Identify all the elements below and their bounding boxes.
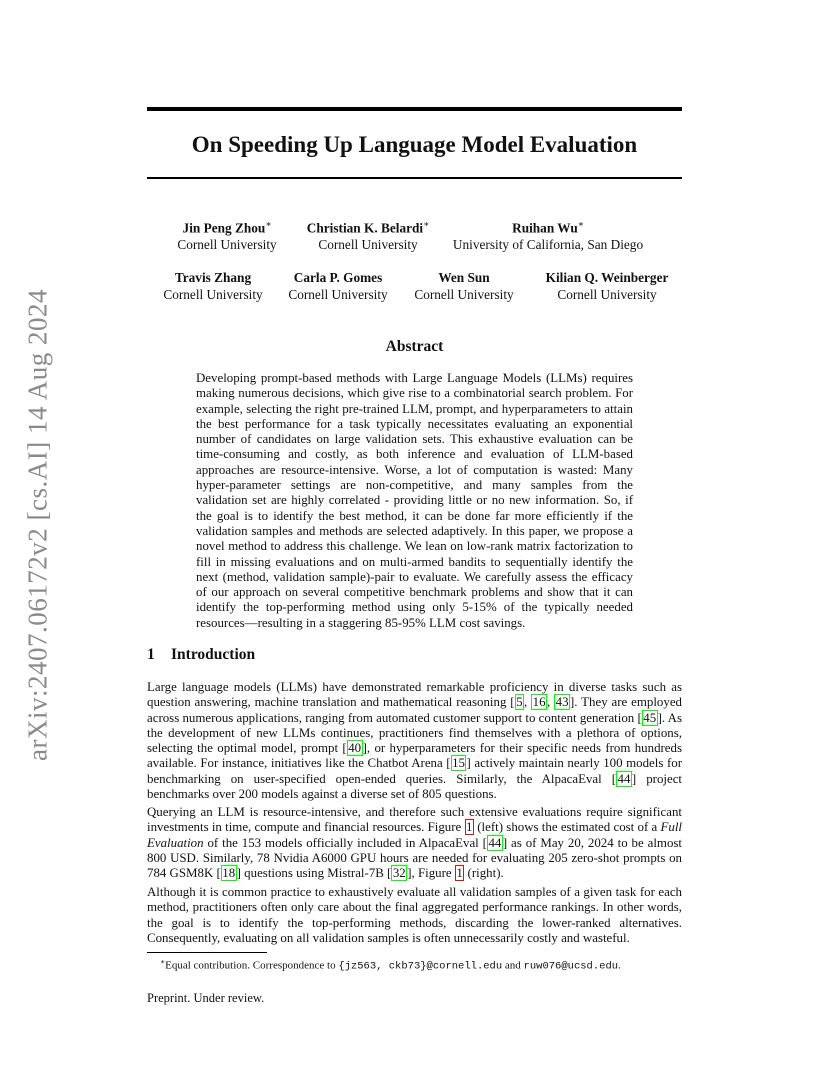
preprint-note: Preprint. Under review.: [147, 991, 265, 1005]
citation-link[interactable]: 40: [348, 741, 362, 756]
author-affiliation: Cornell University: [163, 287, 263, 302]
figure-link[interactable]: 1: [456, 866, 463, 881]
author-affiliation: Cornell University: [288, 287, 388, 302]
citation-link[interactable]: 45: [643, 710, 657, 725]
citation-link[interactable]: 43: [555, 695, 569, 710]
author-block: [507, 269, 707, 303]
author-name: Travis Zhang: [174, 270, 252, 285]
abstract-heading: Abstract: [385, 338, 444, 355]
email-link[interactable]: {jz563, ckb73}@cornell.edu: [338, 960, 503, 973]
author-name: Kilian Q. Weinberger: [545, 270, 669, 285]
citation-link[interactable]: 15: [452, 756, 465, 771]
abstract-body: Developing prompt-based methods with Large Language Models (LLMs) requires making numerous decisions, which give rise to a combinatorial search problem. For example, selecting the right pre-trained LLM, prompt, and hyperparameters to attain the best performance for a task typically necessitates evaluating an exponential number of candidates on large validation sets. This exhaustive evaluation can be time-consuming and costly, as both inference and evaluation of LLM-based approaches are resource-intensive. Worse, a lot of computation is wasted: Many hyper-parameter settings are non-competitive, and many samples from the validation set are highly correlated - providing little or no new information. So, if the goal is to identify the best method, it can be done far more efficiently if the validation samples and methods are selected adaptively. In this paper, we propose a novel method to address this challenge. We lean on low-rank matrix factorization to fill in missing evaluations and on multi-armed bandits to sequentially identify the next (method, validation sample)-pair to evaluate. We carefully assess the efficacy of our approach on several competitive benchmark problems and show that it can identify the top-performing method using only 5-15% of the typically needed resources—resulting in a staggering 85-95% LLM cost savings.: [196, 371, 633, 630]
citation-link[interactable]: 16: [532, 695, 546, 710]
author-affiliation: Cornell University: [557, 287, 657, 302]
author-block: [268, 216, 468, 253]
citation-link[interactable]: 32: [392, 866, 406, 881]
author-affiliation: Cornell University: [318, 237, 418, 253]
figure-link[interactable]: 1: [466, 820, 473, 835]
author-name: Ruihan Wu∗: [512, 219, 584, 236]
intro-paragraph-2: Querying an LLM is resource-intensive, and therefore such extensive evaluations require significant investments in time, compute and financial resources. Figure 1 (left) shows the estimated cost of a Full Evaluation of the 153 models officially included in AlpacaEval [ 44 ] as of May 20, 2024 to be almost 800 USD. Similarly, 78 Nvidia A6000 GPU hours are needed for evaluating 205 zero-shot prompts on 784 GSM8K [ 18 ] questions using Mistral-7B [ 32 ], Figure 1 (right).: [147, 805, 682, 881]
author-name: Wen Sun: [438, 270, 490, 285]
citation-link[interactable]: 18: [222, 866, 236, 881]
footnote: ∗Equal contribution. Correspondence to {jz563, ckb73}@cornell.edu and ruw076@ucsd.edu.: [160, 957, 621, 973]
email-link[interactable]: ruw076@ucsd.edu: [523, 960, 619, 973]
author-name: Christian K. Belardi∗: [306, 219, 430, 236]
author-affiliation: Cornell University: [177, 237, 277, 253]
section-heading: [147, 646, 255, 664]
author-name: Carla P. Gomes: [293, 270, 383, 285]
section-title: Introduction: [171, 646, 256, 663]
citation-link[interactable]: 5: [516, 695, 523, 710]
paper-title: On Speeding Up Language Model Evaluation: [191, 132, 638, 157]
citation-link[interactable]: 44: [617, 771, 631, 786]
citation-link[interactable]: 44: [488, 835, 502, 850]
title-bottom-rule: [147, 177, 682, 179]
intro-paragraph-3: Although it is common practice to exhaustively evaluate all validation samples of a given task for each method, practitioners often only care about the final aggregated performance rankings. In other words, the goal is to identify the top-performing methods, discarding the lower-ranked alternatives. Consequently, evaluating on all validation samples is often unnecessarily costly and wasteful.: [147, 885, 682, 945]
section-number: 1: [147, 646, 155, 663]
arxiv-stamp-text: arXiv:2407.06172v2 [cs.AI] 14 Aug 2024: [22, 289, 53, 761]
author-affiliation: Cornell University: [414, 287, 514, 302]
footnote-rule: [147, 952, 267, 953]
author-affiliation: University of California, San Diego: [452, 237, 644, 253]
author-name: Jin Peng Zhou∗: [182, 219, 272, 236]
title-top-rule: [147, 107, 682, 111]
author-block: [448, 216, 648, 253]
intro-paragraph-1: Large language models (LLMs) have demonstrated remarkable proficiency in diverse tasks such as question answering, machine translation and mathematical reasoning [ 5 , 16 , 43 ]. They are employed across numerous applications, ranging from automated customer support to content generation [ 45 ]. As the development of new LLMs continues, practitioners find themselves with a plethora of options, selecting the optimal model, prompt [ 40 ], or hyperparameters for their specific needs from hundreds available. For instance, initiatives like the Chatbot Arena [ 15 ] actively maintain nearly 100 models for benchmarking on user-specified open-ended queries. Similarly, the AlpacaEval [ 44 ] project benchmarks over 200 models against a diverse set of 805 questions.: [147, 680, 682, 802]
